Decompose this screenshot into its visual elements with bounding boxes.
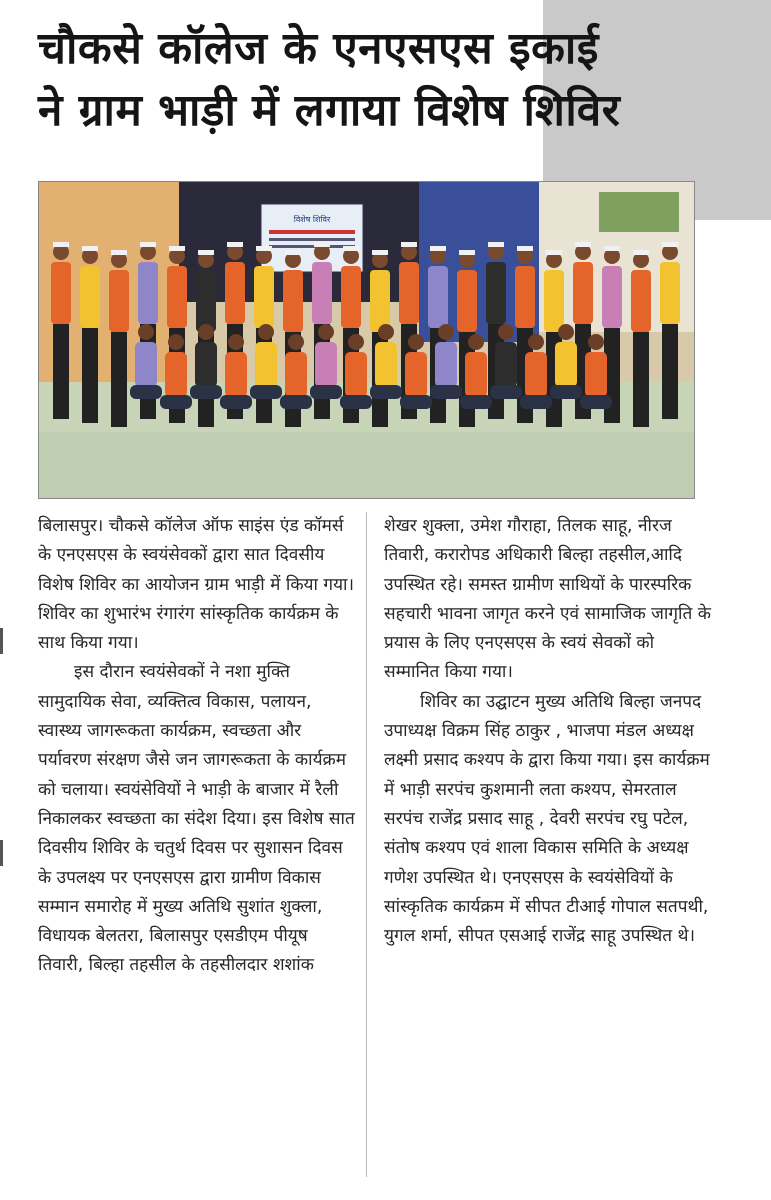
paragraph: इस दौरान स्वयंसेवकों ने नशा मुक्ति सामुदायिक सेवा, व्यक्तित्व विकास, पलायन, स्वास्थ्य जागरूकता कार्यक्रम, स्वच्छता और पर्यावरण संरक्षण जैसे जन जागरूकता के कार्यक्रम को चलाया। स्वयंसेवियों ने भाड़ी के बाजार में रैली निकालकर स्वच्छता का संदेश दिया। इस विशेष सात दिवसीय शिविर के चतुर्थ दिवस पर सुशासन दिवस के उपलक्ष्य पर एनएसएस द्वारा ग्रामीण विकास सम्मान समारोह में मुख्य अतिथि सुशांत शुक्ला, विधायक बेलतरा, बिलासपुर एसडीएम पीयूष तिवारी, बिल्हा तहसील के तहसीलदार शशांक [38, 662, 355, 976]
person-figure [109, 250, 129, 427]
column-divider [366, 512, 367, 1177]
headline [38, 18, 738, 142]
paragraph: बिलासपुर। चौकसे कॉलेज ऑफ साइंस एंड कॉमर्स के एनएसएस के स्वयंसेवकों द्वारा सात दिवसीय विशेष शिविर का आयोजन ग्राम भाड़ी में किया गया। शिविर का शुभारंभ रंगारंग सांस्कृतिक कार्यक्रम के साथ किया गया। [38, 516, 355, 654]
margin-mark [0, 840, 3, 866]
article-column-left [38, 512, 358, 981]
paragraph: शिविर का उद्घाटन मुख्य अतिथि बिल्हा जनपद उपाध्यक्ष विक्रम सिंह ठाकुर , भाजपा मंडल अध्यक्ष लक्ष्मी प्रसाद कश्यप के द्वारा किया गया। इस कार्यक्रम में भाड़ी सरपंच कुशमानी लता कश्यप, सेमरताल सरपंच राजेंद्र प्रसाद साहू , देवरी सरपंच रघु पटेल, संतोष कश्यप एवं शाला विकास समिति के अध्यक्ष गणेश उपस्थित थे। एनएसएस के स्वयंसेवियों के सांस्कृतिक कार्यक्रम में सीपत टीआई गोपाल सतपथी, युगल शर्मा, सीपत एसआई राजेंद्र साहू उपस्थित थे। [384, 691, 710, 947]
headline-line-1: चौकसे कॉलेज के एनएसएस इकाई [38, 23, 599, 74]
person-figure [51, 242, 71, 419]
margin-mark [0, 628, 3, 654]
headline-line-2: ने ग्राम भाड़ी में लगाया विशेष शिविर [38, 85, 621, 136]
paragraph: शेखर शुक्ला, उमेश गौराहा, तिलक साहू, नीरज तिवारी, करारोपड अधिकारी बिल्हा तहसील,आदि उपस्थित रहे। समस्त ग्रामीण साथियों के पारस्परिक सहचारी भावना जागृत करने एवं सामाजिक जागृति के प्रयास के लिए एनएसएस के स्वयं सेवकों को सम्मानित किया गया। [384, 516, 711, 683]
article-column-right [384, 512, 714, 951]
group-photo [38, 181, 695, 499]
banner-text: विशेष शिविर [293, 215, 331, 224]
person-figure [631, 250, 651, 427]
person-figure [660, 242, 680, 419]
person-figure [80, 246, 100, 423]
